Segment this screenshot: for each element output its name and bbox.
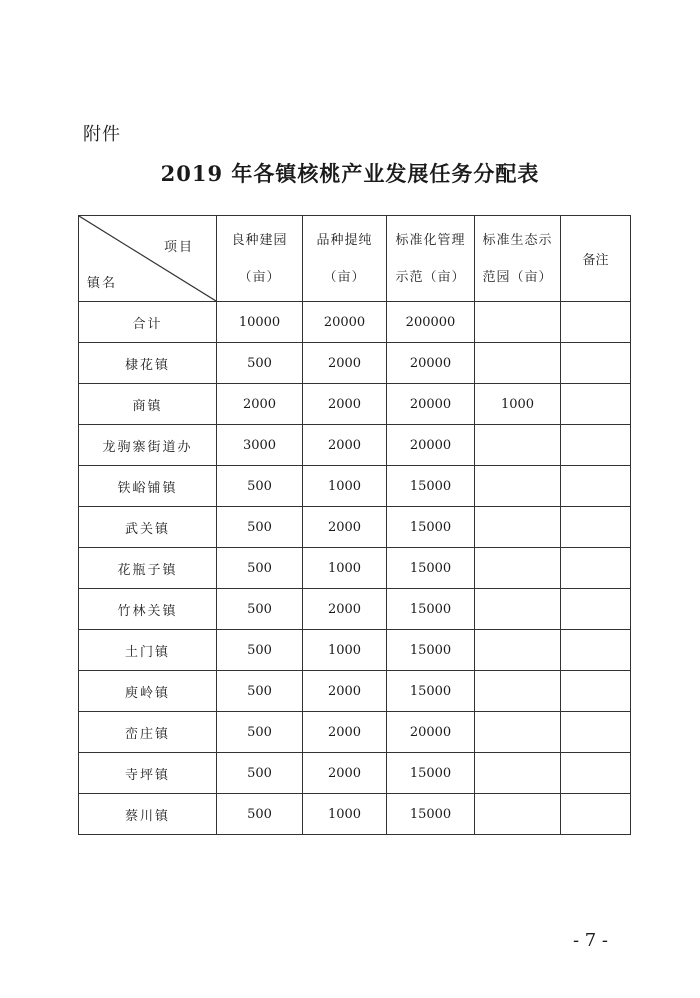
value-cell: 20000 xyxy=(387,712,475,753)
value-cell: 2000 xyxy=(217,384,303,425)
table-row xyxy=(79,384,631,425)
value-cell xyxy=(561,343,631,384)
value-cell: 200000 xyxy=(387,302,475,343)
value-cell: 20000 xyxy=(387,343,475,384)
value-cell xyxy=(475,507,561,548)
column-header-line2: 示范（亩） xyxy=(395,269,466,285)
column-header-line1: 良种建园 xyxy=(231,232,288,248)
page-number: - 7 - xyxy=(572,930,608,951)
value-cell: 15000 xyxy=(387,589,475,630)
value-cell: 1000 xyxy=(303,794,387,835)
value-cell: 500 xyxy=(217,712,303,753)
value-cell xyxy=(561,630,631,671)
value-cell: 3000 xyxy=(217,425,303,466)
value-cell: 15000 xyxy=(387,630,475,671)
town-name-cell: 蔡川镇 xyxy=(79,794,217,835)
value-cell: 2000 xyxy=(303,712,387,753)
town-name-cell: 花瓶子镇 xyxy=(79,548,217,589)
town-name-cell: 庾岭镇 xyxy=(79,671,217,712)
value-cell xyxy=(475,794,561,835)
value-cell: 15000 xyxy=(387,507,475,548)
column-header-line1: 标准化管理 xyxy=(395,232,466,248)
value-cell xyxy=(475,630,561,671)
value-cell: 1000 xyxy=(303,630,387,671)
page-title: 2019 年各镇核桃产业发展任务分配表 xyxy=(160,161,540,186)
town-name-cell: 竹林关镇 xyxy=(79,589,217,630)
town-name-cell: 峦庄镇 xyxy=(79,712,217,753)
town-name-cell: 寺坪镇 xyxy=(79,753,217,794)
value-cell xyxy=(475,302,561,343)
value-cell: 500 xyxy=(217,630,303,671)
column-header xyxy=(303,216,387,302)
value-cell xyxy=(561,753,631,794)
value-cell xyxy=(561,507,631,548)
value-cell: 500 xyxy=(217,343,303,384)
value-cell: 15000 xyxy=(387,753,475,794)
value-cell xyxy=(475,589,561,630)
town-name-cell: 龙驹寨街道办 xyxy=(79,425,217,466)
table-row xyxy=(79,630,631,671)
value-cell: 2000 xyxy=(303,753,387,794)
value-cell: 15000 xyxy=(387,466,475,507)
value-cell xyxy=(475,671,561,712)
value-cell: 500 xyxy=(217,548,303,589)
value-cell: 20000 xyxy=(303,302,387,343)
value-cell: 10000 xyxy=(217,302,303,343)
value-cell xyxy=(475,753,561,794)
value-cell xyxy=(475,425,561,466)
table-row xyxy=(79,548,631,589)
town-name-cell: 土门镇 xyxy=(79,630,217,671)
town-name-cell: 棣花镇 xyxy=(79,343,217,384)
value-cell: 500 xyxy=(217,753,303,794)
value-cell: 2000 xyxy=(303,425,387,466)
table-row xyxy=(79,302,631,343)
value-cell: 500 xyxy=(217,671,303,712)
column-header xyxy=(475,216,561,302)
table-body xyxy=(79,216,631,835)
column-header-line1: 标准生态示 xyxy=(482,232,553,248)
value-cell: 2000 xyxy=(303,343,387,384)
column-header-remarks xyxy=(561,216,631,302)
value-cell: 1000 xyxy=(475,384,561,425)
column-header-line2: 范园（亩） xyxy=(482,269,553,285)
value-cell: 500 xyxy=(217,794,303,835)
value-cell xyxy=(561,548,631,589)
table-row xyxy=(79,753,631,794)
attachment-label: 附件 xyxy=(83,124,121,145)
value-cell xyxy=(561,794,631,835)
column-header-line2: （亩） xyxy=(238,269,281,285)
value-cell: 2000 xyxy=(303,507,387,548)
value-cell: 500 xyxy=(217,466,303,507)
town-name-cell: 武关镇 xyxy=(79,507,217,548)
value-cell xyxy=(561,712,631,753)
value-cell: 1000 xyxy=(303,466,387,507)
column-header xyxy=(387,216,475,302)
table-row xyxy=(79,343,631,384)
town-name-cell: 商镇 xyxy=(79,384,217,425)
value-cell: 20000 xyxy=(387,425,475,466)
corner-town-label: 镇名 xyxy=(87,276,118,291)
value-cell: 2000 xyxy=(303,384,387,425)
value-cell: 15000 xyxy=(387,548,475,589)
corner-item-label: 项目 xyxy=(163,240,194,255)
town-name-cell: 铁峪铺镇 xyxy=(79,466,217,507)
corner-header-cell xyxy=(79,216,217,302)
value-cell: 20000 xyxy=(387,384,475,425)
value-cell xyxy=(561,589,631,630)
value-cell xyxy=(561,302,631,343)
table-row xyxy=(79,589,631,630)
value-cell xyxy=(475,343,561,384)
table-row xyxy=(79,466,631,507)
value-cell xyxy=(475,548,561,589)
value-cell xyxy=(561,466,631,507)
allocation-table xyxy=(78,215,631,835)
value-cell: 2000 xyxy=(303,671,387,712)
value-cell: 500 xyxy=(217,507,303,548)
column-header xyxy=(217,216,303,302)
table-row xyxy=(79,794,631,835)
column-header-line2: （亩） xyxy=(323,269,366,285)
table-row xyxy=(79,425,631,466)
value-cell: 2000 xyxy=(303,589,387,630)
value-cell: 500 xyxy=(217,589,303,630)
value-cell: 15000 xyxy=(387,794,475,835)
value-cell xyxy=(561,425,631,466)
table-header-row xyxy=(79,216,631,302)
value-cell: 1000 xyxy=(303,548,387,589)
value-cell: 15000 xyxy=(387,671,475,712)
column-header-line1: 备注 xyxy=(582,253,609,268)
column-header-line1: 品种提纯 xyxy=(316,232,373,248)
value-cell xyxy=(561,671,631,712)
table-row xyxy=(79,712,631,753)
table-row xyxy=(79,507,631,548)
town-name-cell: 合计 xyxy=(79,302,217,343)
table-row xyxy=(79,671,631,712)
value-cell xyxy=(475,466,561,507)
value-cell xyxy=(561,384,631,425)
value-cell xyxy=(475,712,561,753)
